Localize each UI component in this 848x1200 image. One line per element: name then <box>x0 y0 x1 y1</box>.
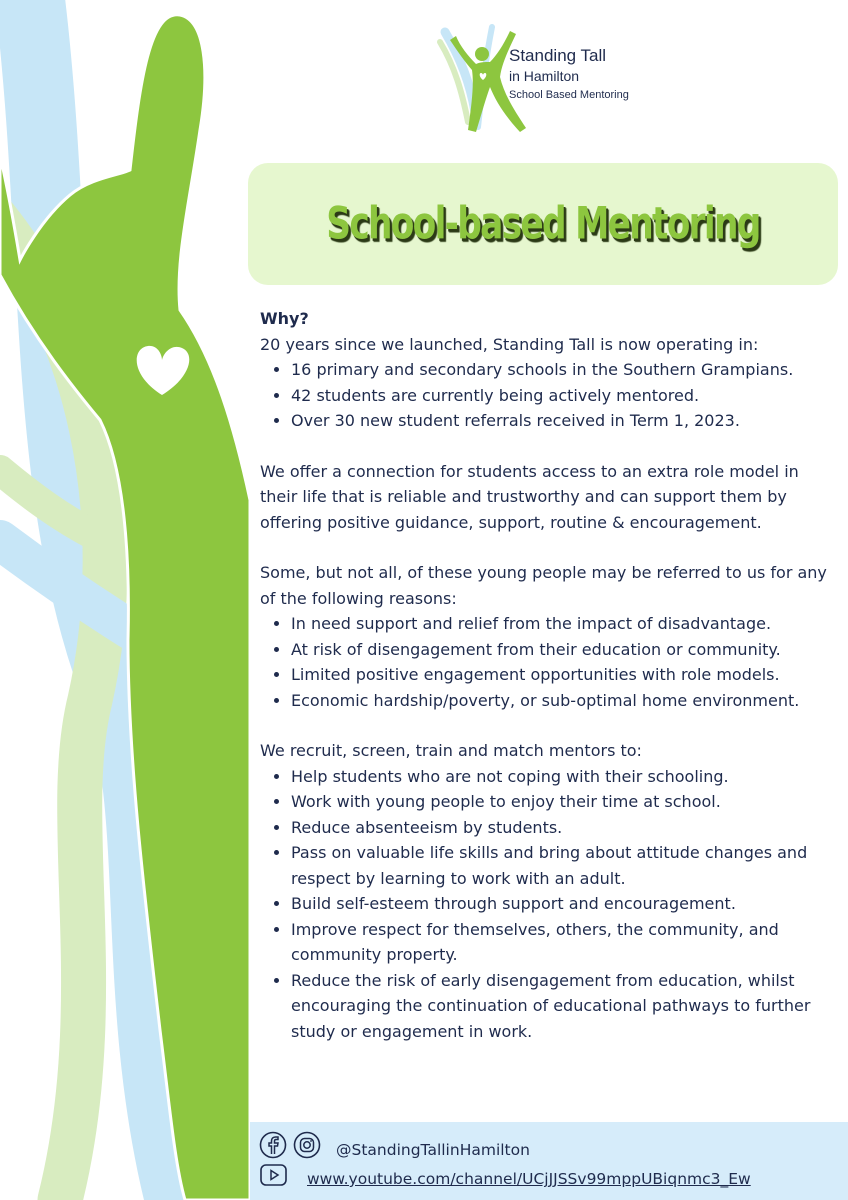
list-item: • Help students who are not coping with their schooling. <box>291 764 840 790</box>
list-item: • Improve respect for themselves, others, the community, and community property. <box>291 917 840 968</box>
why-list <box>260 357 840 434</box>
decorative-figure-illustration <box>0 0 250 1200</box>
logo-subtitle: in Hamilton <box>509 68 580 84</box>
why-heading: Why? <box>260 309 309 328</box>
list-item: • Limited positive engagement opportunities with role models. <box>291 662 840 688</box>
list-item: • Build self-esteem through support and encouragement. <box>291 891 840 917</box>
list-item: • Pass on valuable life skills and bring about attitude changes and respect by learning to work with an adult. <box>291 840 840 891</box>
instagram-icon[interactable] <box>293 1131 321 1159</box>
title-banner <box>248 163 838 285</box>
mentors-intro: We recruit, screen, train and match mentors to: <box>260 741 642 760</box>
list-item: • Economic hardship/poverty, or sub-optimal home environment. <box>291 688 840 714</box>
mentors-list <box>260 764 840 1045</box>
logo-title: Standing Tall <box>509 46 607 65</box>
main-content <box>260 306 840 1044</box>
list-item: • In need support and relief from the impact of disadvantage. <box>291 611 840 637</box>
why-intro: 20 years since we launched, Standing Tall is now operating in: <box>260 334 759 354</box>
youtube-icon[interactable] <box>259 1162 289 1188</box>
social-handle: @StandingTallinHamilton <box>336 1141 530 1159</box>
list-item: • 42 students are currently being actively mentored. <box>291 383 840 409</box>
list-item: • At risk of disengagement from their education or community. <box>291 637 840 663</box>
list-item: • Reduce the risk of early disengagement from education, whilst encouraging the continuation of educational pathways to further study or engagement in work. <box>291 968 840 1045</box>
youtube-channel-link[interactable]: www.youtube.com/channel/UCjJJSSv99mppUBiqnmc3_Ew <box>307 1170 751 1188</box>
page-title: School-based Mentoring <box>326 198 760 250</box>
offer-paragraph: We offer a connection for students access to an extra role model in their life that is reliable and trustworthy and can support them by offering positive guidance, support, routine & encouragement. <box>260 461 799 532</box>
reasons-intro: Some, but not all, of these young people may be referred to us for any of the following reasons: <box>260 563 827 608</box>
reasons-list <box>260 611 840 713</box>
list-item: • Work with young people to enjoy their time at school. <box>291 789 840 815</box>
footer-social-bar <box>250 1122 848 1200</box>
list-item: • Reduce absenteeism by students. <box>291 815 840 841</box>
list-item: • 16 primary and secondary schools in the Southern Grampians. <box>291 357 840 383</box>
list-item: • Over 30 new student referrals received in Term 1, 2023. <box>291 408 840 434</box>
logo-tagline: School Based Mentoring <box>509 89 629 101</box>
facebook-icon[interactable] <box>259 1131 287 1159</box>
